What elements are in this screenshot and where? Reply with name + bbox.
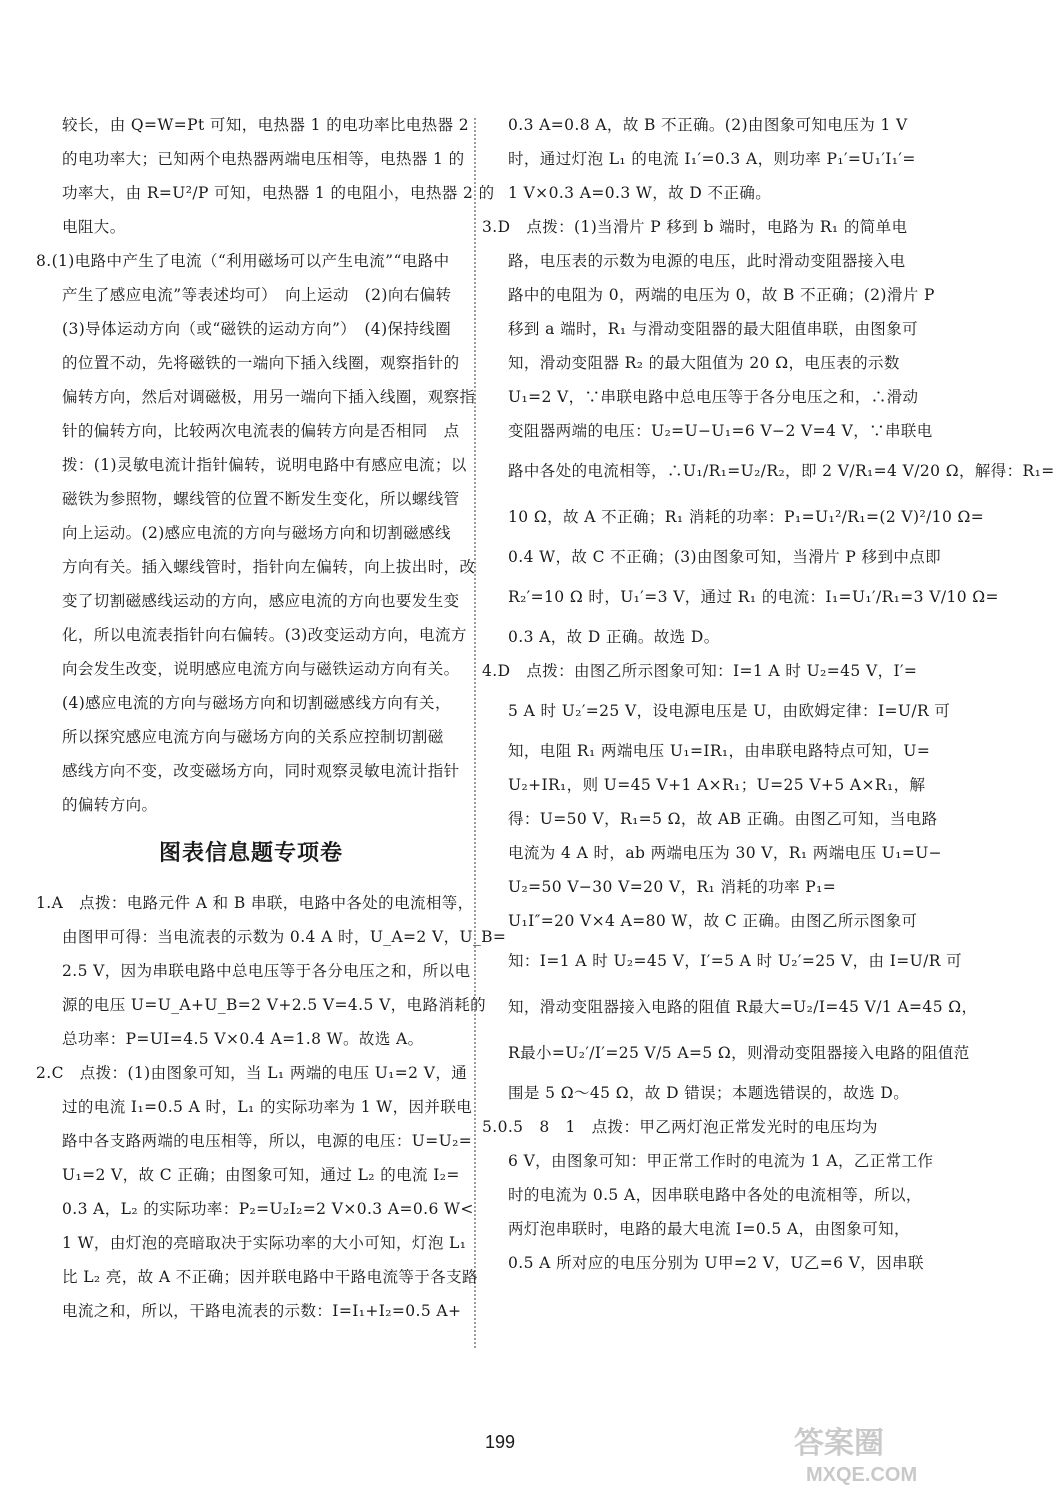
text-line: 的位置不动，先将磁铁的一端向下插入线圈，观察指针的 (62, 354, 460, 372)
text-line: 路中的电阻为 0，两端的电压为 0，故 B 不正确；(2)滑片 P (508, 286, 935, 304)
question-1-first-line: 1.A 点拨：电路元件 A 和 B 串联，电路中各处的电流相等， (36, 894, 474, 912)
text-line: 0.3 A，L₂ 的实际功率：P₂=U₂I₂=2 V×0.3 A=0.6 W< (62, 1200, 474, 1218)
text-line: 电流为 4 A 时，ab 两端电压为 30 V，R₁ 两端电压 U₁=U− (508, 844, 943, 862)
formula-line: 知：I=1 A 时 U₂=45 V，I′=5 A 时 U₂′=25 V，由 I=U/R 可 (508, 952, 963, 970)
text-line: 变阻器两端的电压：U₂=U−U₁=6 V−2 V=4 V，∵串联电 (508, 422, 933, 440)
text-line: 的电功率大；已知两个电热器两端电压相等，电热器 1 的 (62, 150, 465, 168)
text-line: 化，所以电流表指针向右偏转。(3)改变运动方向，电流方 (62, 626, 467, 644)
text-line: 知，电阻 R₁ 两端电压 U₁=IR₁，由串联电路特点可知，U= (508, 742, 931, 760)
text-line: 路，电压表的示数为电源的电压，此时滑动变阻器接入电 (508, 252, 906, 270)
text-line: 0.5 A 所对应的电压分别为 U甲=2 V，U乙=6 V，因串联 (508, 1254, 924, 1272)
question-5-first-line: 5.0.5 8 1 点拨：甲乙两灯泡正常发光时的电压均为 (482, 1118, 878, 1136)
text-line: 比 L₂ 亮，故 A 不正确；因并联电路中干路电流等于各支路 (62, 1268, 478, 1286)
watermark-url: MXQE.COM (806, 1464, 918, 1486)
text-line: 电阻大。 (62, 218, 126, 236)
formula-line: R₂′=10 Ω 时，U₁′=3 V，通过 R₁ 的电流：I₁=U₁′/R₁=3 V/10 Ω= (508, 588, 999, 606)
text-line: U₁=2 V，故 C 正确；由图象可知，通过 L₂ 的电流 I₂= (62, 1166, 460, 1184)
text-line: 源的电压 U=U_A+U_B=2 V+2.5 V=4.5 V，电路消耗的 (62, 996, 487, 1014)
formula-line: R最小=U₂′/I′=25 V/5 A=5 Ω，则滑动变阻器接入电路的阻值范 (508, 1044, 970, 1062)
text-line: 得：U=50 V，R₁=5 Ω，故 AB 正确。由图乙可知，当电路 (508, 810, 938, 828)
text-line: 路中各支路两端的电压相等，所以，电源的电压：U=U₂= (62, 1132, 473, 1150)
formula-line: 路中各处的电流相等，∴U₁/R₁=U₂/R₂，即 2 V/R₁=4 V/20 Ω，解得：R₁= (508, 462, 1055, 480)
question-3-first-line: 3.D 点拨：(1)当滑片 P 移到 b 端时，电路为 R₁ 的简单电 (482, 218, 908, 236)
text-line: 所以探究感应电流方向与磁场方向的关系应控制切割磁 (62, 728, 444, 746)
text-line: 总功率：P=UI=4.5 V×0.4 A=1.8 W。故选 A。 (62, 1030, 424, 1048)
text-line: 针的偏转方向，比较两次电流表的偏转方向是否相同 点 (62, 422, 460, 440)
text-line: 知，滑动变阻器 R₂ 的最大阻值为 20 Ω，电压表的示数 (508, 354, 900, 372)
text-line: 6 V，由图象可知：甲正常工作时的电流为 1 A，乙正常工作 (508, 1152, 934, 1170)
text-line: 较长，由 Q=W=Pt 可知，电热器 1 的电功率比电热器 2 (62, 116, 470, 134)
text-line: 方向有关。插入螺线管时，指针向左偏转，向上拔出时，改 (62, 558, 476, 576)
text-line: 向会发生改变，说明感应电流方向与磁铁运动方向有关。 (62, 660, 460, 678)
formula-line: 5 A 时 U₂′=25 V，设电源电压是 U，由欧姆定律：I=U/R 可 (508, 702, 951, 720)
left-column (36, 108, 507, 1328)
text-line: U₁I″=20 V×4 A=80 W，故 C 正确。由图乙所示图象可 (508, 912, 918, 930)
watermark-logo-text: 答案圈 (794, 1426, 884, 1461)
text-line: 0.4 W，故 C 不正确；(3)由图象可知，当滑片 P 移到中点即 (508, 548, 942, 566)
text-line: 时，通过灯泡 L₁ 的电流 I₁′=0.3 A，则功率 P₁′=U₁′I₁′= (508, 150, 916, 168)
text-line: 2.5 V，因为串联电路中总电压等于各分电压之和，所以电 (62, 962, 471, 980)
column-divider (474, 118, 476, 1348)
text-line: 的偏转方向。 (62, 796, 158, 814)
watermark-logo (786, 1423, 986, 1487)
page-number: 199 (484, 1432, 516, 1452)
text-line: 由图甲可得：当电流表的示数为 0.4 A 时，U_A=2 V，U_B= (62, 928, 507, 946)
text-line: 过的电流 I₁=0.5 A 时，L₁ 的实际功率为 1 W，因并联电 (62, 1098, 473, 1116)
text-line: 偏转方向，然后对调磁极，用另一端向下插入线圈，观察指 (62, 388, 476, 406)
question-2-first-line: 2.C 点拨：(1)由图象可知，当 L₁ 两端的电压 U₁=2 V，通 (36, 1064, 468, 1082)
text-line: 0.3 A=0.8 A，故 B 不正确。(2)由图象可知电压为 1 V (508, 116, 908, 134)
text-line: (4)感应电流的方向与磁场方向和切割磁感线方向有关， (62, 694, 451, 712)
text-line: 产生了感应电流”等表述均可） 向上运动 (2)向右偏转 (62, 286, 452, 304)
right-column (482, 108, 1055, 1280)
text-line: U₂=50 V−30 V=20 V，R₁ 消耗的功率 P₁= (508, 878, 837, 896)
text-line: U₁=2 V，∵串联电路中总电压等于各分电压之和，∴滑动 (508, 388, 919, 406)
text-line: (3)导体运动方向（或“磁铁的运动方向”） (4)保持线圈 (62, 320, 452, 338)
text-line: 拨：(1)灵敏电流计指针偏转，说明电路中有感应电流；以 (62, 456, 467, 474)
text-line: 向上运动。(2)感应电流的方向与磁场方向和切割磁感线 (62, 524, 451, 542)
text-line: 移到 a 端时，R₁ 与滑动变阻器的最大阻值串联，由图象可 (508, 320, 919, 338)
text-line: 1 W，由灯泡的亮暗取决于实际功率的大小可知，灯泡 L₁ (62, 1234, 467, 1252)
question-4-first-line: 4.D 点拨：由图乙所示图象可知：I=1 A 时 U₂=45 V，I′= (482, 662, 918, 680)
question-8-first-line: 8.(1)电路中产生了电流（“利用磁场可以产生电流”“电路中 (36, 252, 450, 270)
text-line: 围是 5 Ω～45 Ω，故 D 错误；本题选错误的，故选 D。 (508, 1084, 910, 1102)
formula-line: 知，滑动变阻器接入电路的阻值 R最大=U₂/I=45 V/1 A=45 Ω， (508, 998, 978, 1016)
text-line: 功率大，由 R=U²/P 可知，电热器 1 的电阻小，电热器 2 的 (62, 184, 495, 202)
text-line: 感线方向不变，改变磁场方向，同时观察灵敏电流计指针 (62, 762, 460, 780)
section-title: 图表信息题专项卷 (158, 841, 343, 866)
text-line: 1 V×0.3 A=0.3 W，故 D 不正确。 (508, 184, 772, 202)
text-line: 时的电流为 0.5 A，因串联电路中各处的电流相等，所以， (508, 1186, 922, 1204)
text-line: 磁铁为参照物，螺线管的位置不断发生变化，所以螺线管 (62, 490, 460, 508)
text-line: 变了切割磁感线运动的方向，感应电流的方向也要发生变 (62, 592, 460, 610)
text-line: 0.3 A，故 D 正确。故选 D。 (508, 628, 720, 646)
text-line: 两灯泡串联时，电路的最大电流 I=0.5 A，由图象可知， (508, 1220, 910, 1238)
formula-line: 10 Ω，故 A 不正确；R₁ 消耗的功率：P₁=U₁²/R₁=(2 V)²/10 Ω= (508, 508, 985, 526)
text-line: 电流之和，所以，干路电流表的示数：I=I₁+I₂=0.5 A+ (62, 1302, 462, 1320)
text-line: U₂+IR₁，则 U=45 V+1 A×R₁；U=25 V+5 A×R₁，解 (508, 776, 926, 794)
